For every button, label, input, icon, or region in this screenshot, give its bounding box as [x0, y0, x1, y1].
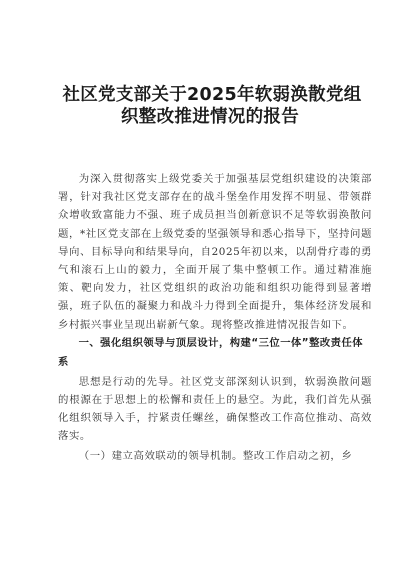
section-paragraph: 思想是行动的先导。社区党支部深刻认识到，软弱涣散问题的根源在于思想上的松懈和责任上的悬空。为此，我们首先从强化组织领导入手，拧紧责任螺丝，确保整改工作高位推动、高效落实。: [58, 375, 372, 443]
intro-paragraph: 为深入贯彻落实上级党委关于加强基层党组织建设的决策部署，针对我社区党支部存在的战斗堡垒作用发挥不明显、带领群众增收致富能力不强、班子成员担当创新意识不足等软弱涣散问题，*社区党支部在上级党委的坚强领导和悉心指导下，坚持问题导向、目标导向和结果导向，自2025年初以来，以刮骨疗毒的勇气和滚石上山的毅力，全面开展了集中整顿工作。通过精准施策、靶向发力，社区党组织的政治功能和组织功能得到显著增强，班子队伍的凝聚力和战斗力得到全面提升，集体经济发展和乡村振兴事业呈现出崭新气象。现将整改推进情况报告如下。: [58, 173, 372, 331]
subsection-heading: （一）建立高效联动的领导机制。整改工作启动之初，乡: [78, 449, 353, 462]
title-line-2: 织整改推进情况的报告: [121, 107, 299, 127]
title-line-1: 社区党支部关于2025年软弱涣散党组: [62, 85, 362, 105]
section-heading: 一、强化组织领导与顶层设计，构建“三位一体”整改责任体系: [58, 336, 364, 368]
document-title: [58, 0, 372, 128]
